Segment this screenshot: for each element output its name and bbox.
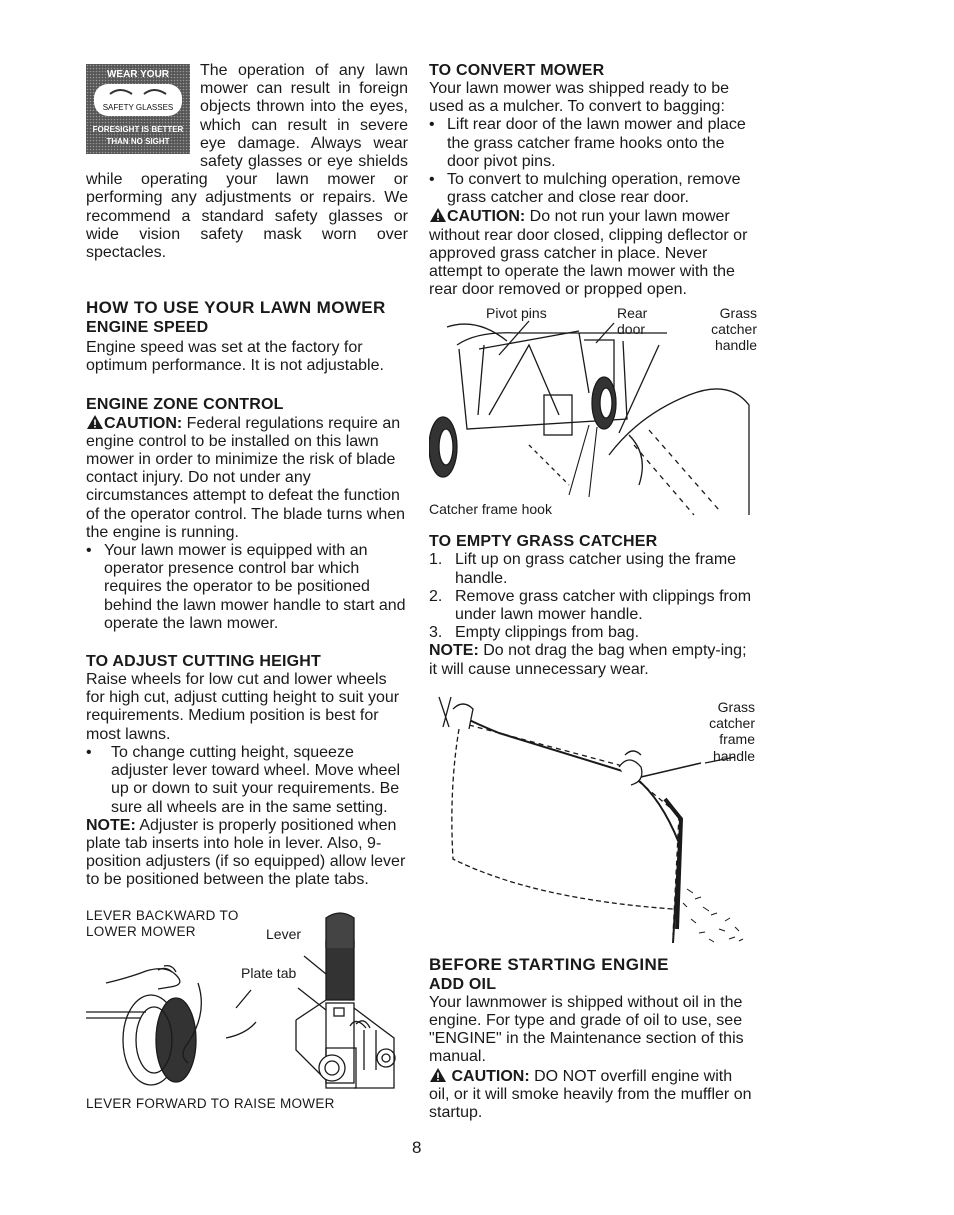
empty-catcher-heading: TO EMPTY GRASS CATCHER [429,533,658,551]
convert-mower-text: Your lawn mower was shipped ready to be used as a mulcher. To convert to bagging: [429,80,730,116]
step-text: Lift up on grass catcher using the frame handle. [455,551,737,587]
bullet-icon: • [86,743,92,761]
safety-glasses-sign-icon [86,64,190,154]
step-text: Remove grass catcher with clippings from under lawn mower handle. [455,587,752,624]
engine-speed-heading: ENGINE SPEED [86,319,209,337]
list-item [429,624,755,642]
page-number: 8 [412,1138,422,1157]
adjust-note-text: Adjuster is properly positioned when plate tab inserts into hole in lever. Also, 9-position adjusters (if so equipped) allow lever to be positioned between the plate tabs. [86,816,406,889]
engine-zone-caution-text: Federal regulations require an engine control to be installed on this lawn mower in order to minimize the risk of blade contact injury. Do not under any circumstances attempt to defeat the function of the operator control. The blade turns when the engine is running. [86,414,406,541]
engine-zone-bullet-text: Your lawn mower is equipped with an operator presence control bar which requires the operator to be positioned behind the lawn mower handle to start and operate the lawn mower. [104,542,406,632]
right-column [429,62,755,1122]
oil-caution-text: DO NOT overfill engine with oil, or it will smoke heavily from the muffler on startup. [429,1067,752,1122]
left-column [86,62,408,1113]
step-number: 3. [429,624,443,642]
note-label: NOTE: [429,642,479,660]
rear-door-label: Rear door [617,305,648,338]
empty-note [429,642,755,678]
before-starting-heading: BEFORE STARTING ENGINE [429,954,669,974]
convert-bullet-1: Lift rear door of the lawn mower and place the grass catcher frame hooks onto the door pivot pins. [447,116,746,170]
list-item [429,171,755,207]
sign-line-4: THAN NO SIGHT [106,137,170,146]
safety-intro-text: The operation of any lawn mower can result in foreign objects thrown into the eyes, which can result in severe eye damage. Always wear safety glasses or eye shields while operating your lawn mower or performing any adjustments or repairs. We recommend a standard safety glasses or wide vision safety mask worn over spectacles. [86,62,408,262]
lever-backward-label: LEVER BACKWARD TO LOWER MOWER [86,907,239,939]
add-oil-heading: ADD OIL [429,975,497,993]
add-oil-text: Your lawnmower is shipped without oil in the engine. For type and grade of oil to use, see "ENGINE" in the Maintenance section of this manual. [429,993,744,1066]
adjust-height-bullet-text: To change cutting height, squeeze adjuster lever toward wheel. Move wheel up or down to suit your requirements. Be sure all wheels are in the same setting. [111,743,401,816]
convert-mower-heading: TO CONVERT MOWER [429,62,605,79]
bullet-icon: • [429,116,435,134]
sign-line-2: SAFETY GLASSES [102,103,174,112]
lever-forward-label: LEVER FORWARD TO RAISE MOWER [86,1095,335,1111]
engine-zone-heading: ENGINE ZONE CONTROL [86,395,284,413]
warning-triangle-icon [429,1067,447,1083]
step-number: 2. [429,587,443,605]
sign-line-3: FORESIGHT IS BETTER [92,125,184,134]
pivot-pins-label: Pivot pins [486,305,547,322]
grass-catcher-frame-handle-label: Grass catcher frame handle [709,698,755,764]
empty-note-text: Do not drag the bag when empty-ing; it will cause unnecessary wear. [429,642,747,678]
list-item [429,588,755,624]
safety-intro [86,62,408,262]
convert-caution-text: Do not run your lawn mower without rear door closed, clipping deflector or approved grass catcher in place. Never attempt to operate the lawn mower with the rear door removed or propped open. [429,208,748,299]
list-item [86,542,408,633]
plate-tab-label: Plate tab [241,964,297,981]
adjust-note [86,817,408,890]
how-to-use-heading: HOW TO USE YOUR LAWN MOWER [86,298,386,318]
bullet-icon: • [429,171,435,189]
engine-zone-caution [86,414,408,542]
caution-label: CAUTION: [104,414,183,432]
warning-triangle-icon [429,207,447,223]
caution-label: CAUTION: [447,208,526,226]
list-item [429,116,755,171]
convert-caution [429,207,755,299]
bullet-icon: • [86,542,92,560]
empty-steps-list [429,551,755,642]
caution-label: CAUTION: [451,1067,530,1085]
grass-catcher-figure [429,689,755,951]
step-number: 1. [429,551,443,569]
catcher-frame-hook-label: Catcher frame hook [429,501,552,518]
lever-label: Lever [266,925,302,942]
list-item [86,744,408,817]
grass-catcher-handle-label: Grass catcher handle [711,305,757,354]
adjust-height-heading: TO ADJUST CUTTING HEIGHT [86,653,322,671]
rear-door-figure [429,305,755,517]
warning-triangle-icon [86,414,104,430]
convert-bullet-2: To convert to mulching operation, remove grass catcher and close rear door. [447,171,741,207]
step-text: Empty clippings from bag. [455,624,640,642]
engine-speed-text: Engine speed was set at the factory for optimum performance. It is not adjustable. [86,339,384,375]
list-item [429,551,755,587]
note-label: NOTE: [86,816,136,834]
sign-line-1: WEAR YOUR [106,69,170,80]
lever-figure [86,908,408,1113]
adjust-height-text: Raise wheels for low cut and lower wheels for high cut, adjust cutting height to suit your requirements. Medium position is best for most lawns. [86,671,400,743]
oil-caution [429,1067,755,1123]
